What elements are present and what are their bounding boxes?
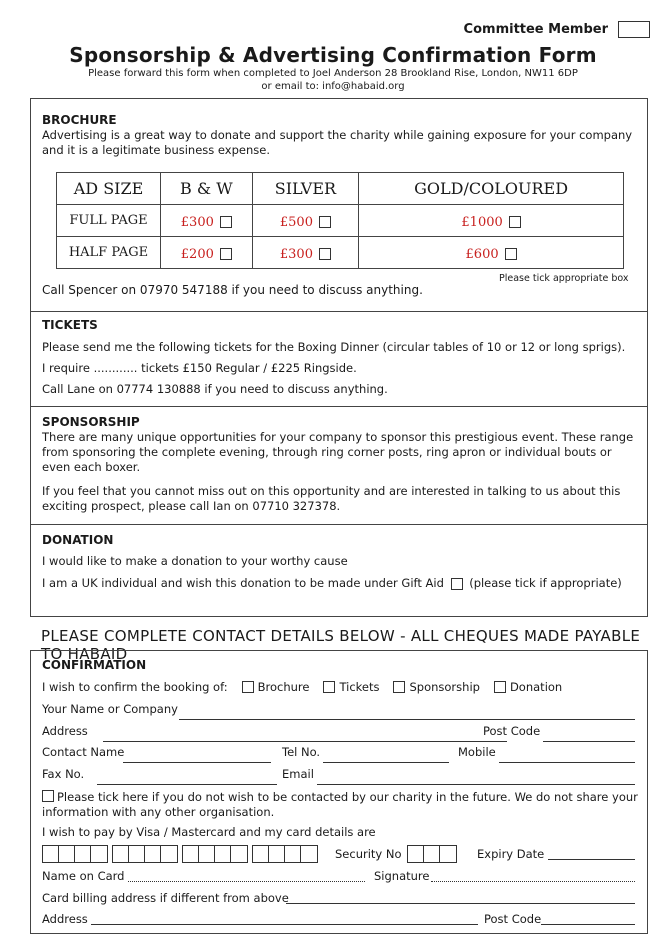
checkbox[interactable]: [509, 216, 521, 228]
table-row: [57, 237, 624, 269]
postcode-label: Post Code: [483, 724, 541, 738]
price-cell: [359, 237, 624, 269]
address-label: Address: [42, 724, 88, 738]
card-group[interactable]: [252, 845, 318, 863]
price-cell: [359, 205, 624, 237]
name-field[interactable]: [179, 719, 635, 720]
table-header: AD SIZE: [57, 173, 161, 205]
donation-checkbox[interactable]: [494, 681, 506, 693]
address2-label: Address: [42, 912, 88, 926]
forward-instructions: Please forward this form when completed to Joel Anderson 28 Brookland Rise, London, NW11 6DP: [88, 68, 578, 79]
price: £500: [279, 215, 313, 230]
confirmation-frame: [30, 650, 648, 934]
tel-label: Tel No.: [282, 745, 321, 759]
brochure-text: Advertising is a great way to donate and support the charity while gaining exposure for your company and it is a legitimate business expense.: [42, 128, 633, 157]
postcode2-field[interactable]: [541, 924, 635, 925]
signature-label: Signature: [374, 869, 430, 883]
donation-heading: DONATION: [42, 533, 114, 547]
sponsorship-heading: SPONSORSHIP: [42, 415, 140, 429]
billing-label: Card billing address if different from above: [42, 891, 289, 905]
optout-row: [42, 790, 640, 820]
row-label: FULL PAGE: [57, 205, 161, 237]
tickets-line1: Please send me the following tickets for the Boxing Dinner (circular tables of 10 or 12 or long sprigs).: [42, 340, 626, 354]
email-instructions: or email to: info@habaid.org: [261, 81, 405, 92]
table-header: GOLD/COLOURED: [359, 173, 624, 205]
contact-name-label: Contact Name: [42, 745, 125, 759]
table-row: [57, 205, 624, 237]
price-cell: [252, 237, 359, 269]
postcode2-label: Post Code: [484, 912, 542, 926]
mobile-label: Mobile: [458, 745, 496, 759]
ad-size-table: [56, 172, 624, 269]
tickets-call: Call Lane on 07774 130888 if you need to discuss anything.: [42, 382, 388, 396]
price: £300: [180, 215, 214, 230]
row-label: HALF PAGE: [57, 237, 161, 269]
price: £1000: [461, 215, 503, 230]
security-label: Security No: [335, 847, 402, 861]
address-field[interactable]: [103, 741, 507, 742]
donation-section: [31, 524, 647, 616]
address2-field[interactable]: [91, 924, 478, 925]
checkbox[interactable]: [319, 216, 331, 228]
tickets-checkbox[interactable]: [323, 681, 335, 693]
checkbox[interactable]: [220, 216, 232, 228]
tickets-section: [31, 311, 647, 406]
brochure-section: [31, 99, 647, 311]
page-title: Sponsorship & Advertising Confirmation Form: [69, 43, 597, 67]
brochure-checkbox[interactable]: [242, 681, 254, 693]
price-cell: [161, 237, 253, 269]
sponsorship-checkbox[interactable]: [393, 681, 405, 693]
checkbox[interactable]: [505, 248, 517, 260]
option-label: Donation: [509, 680, 563, 694]
expiry-field[interactable]: [548, 859, 635, 860]
committee-member-label: Committee Member: [463, 22, 608, 37]
confirm-label: I wish to confirm the booking of:: [42, 680, 228, 694]
checkbox[interactable]: [220, 248, 232, 260]
tickets-line2: I require ............ tickets £150 Regular / £225 Ringside.: [42, 361, 357, 375]
price-cell: [252, 205, 359, 237]
confirmation-heading: CONFIRMATION: [42, 658, 147, 672]
table-header: SILVER: [252, 173, 359, 205]
expiry-label: Expiry Date: [477, 847, 545, 861]
price: £200: [180, 247, 214, 262]
gift-aid-checkbox[interactable]: [451, 578, 463, 590]
card-group[interactable]: [112, 845, 178, 863]
gift-aid-line: [42, 576, 622, 591]
security-boxes[interactable]: [407, 845, 457, 863]
price: £600: [465, 247, 499, 262]
billing-field[interactable]: [286, 903, 635, 904]
price: £300: [279, 247, 313, 262]
optout-checkbox[interactable]: [42, 790, 54, 802]
gift-aid-note: (please tick if appropriate): [469, 576, 622, 590]
tel-field[interactable]: [323, 762, 449, 763]
option-label: Sponsorship: [409, 680, 480, 694]
donation-line1: I would like to make a donation to your worthy cause: [42, 554, 348, 568]
gift-aid-text: I am a UK individual and wish this donation to be made under Gift Aid: [42, 576, 444, 590]
sponsorship-para2: If you feel that you cannot miss out on this opportunity and are interested in talking to us about this exciting prospect, please call Ian on 07710 327378.: [42, 484, 621, 513]
committee-member-box[interactable]: [618, 21, 650, 38]
optout-text: Please tick here if you do not wish to be contacted by our charity in the future. We do not share your information with any other organisation.: [42, 790, 638, 819]
email-field[interactable]: [317, 784, 635, 785]
booking-options: [42, 680, 562, 694]
table-header: B & W: [161, 173, 253, 205]
sponsorship-section: [31, 406, 647, 524]
card-number-boxes[interactable]: [42, 845, 318, 863]
tick-note: Please tick appropriate box: [499, 273, 629, 284]
brochure-call: Call Spencer on 07970 547188 if you need to discuss anything.: [42, 283, 423, 297]
email-label: Email: [282, 767, 314, 781]
name-label: Your Name or Company: [42, 702, 178, 716]
postcode-field[interactable]: [543, 741, 635, 742]
main-form-frame: [30, 98, 648, 617]
namecard-label: Name on Card: [42, 869, 125, 883]
option-label: Brochure: [257, 680, 310, 694]
signature-field[interactable]: [431, 881, 635, 882]
contact-name-field[interactable]: [123, 762, 271, 763]
pay-label: I wish to pay by Visa / Mastercard and my card details are: [42, 825, 376, 839]
sponsorship-para1: There are many unique opportunities for your company to sponsor this prestigious event. These range from sponsoring the complete evening, through ring corner posts, ring apron or individual bouts or even each boxer.: [42, 430, 634, 474]
tickets-heading: TICKETS: [42, 318, 98, 332]
fax-field[interactable]: [97, 784, 277, 785]
fax-label: Fax No.: [42, 767, 85, 781]
mobile-field[interactable]: [499, 762, 635, 763]
brochure-heading: BROCHURE: [42, 113, 117, 127]
contact-banner: PLEASE COMPLETE CONTACT DETAILS BELOW - ALL CHEQUES MADE PAYABLE TO HABAID: [41, 627, 641, 663]
option-label: Tickets: [339, 680, 380, 694]
card-group[interactable]: [42, 845, 108, 863]
committee-member: [464, 21, 650, 38]
checkbox[interactable]: [319, 248, 331, 260]
card-group[interactable]: [182, 845, 248, 863]
price-cell: [161, 205, 253, 237]
namecard-field[interactable]: [128, 881, 365, 882]
